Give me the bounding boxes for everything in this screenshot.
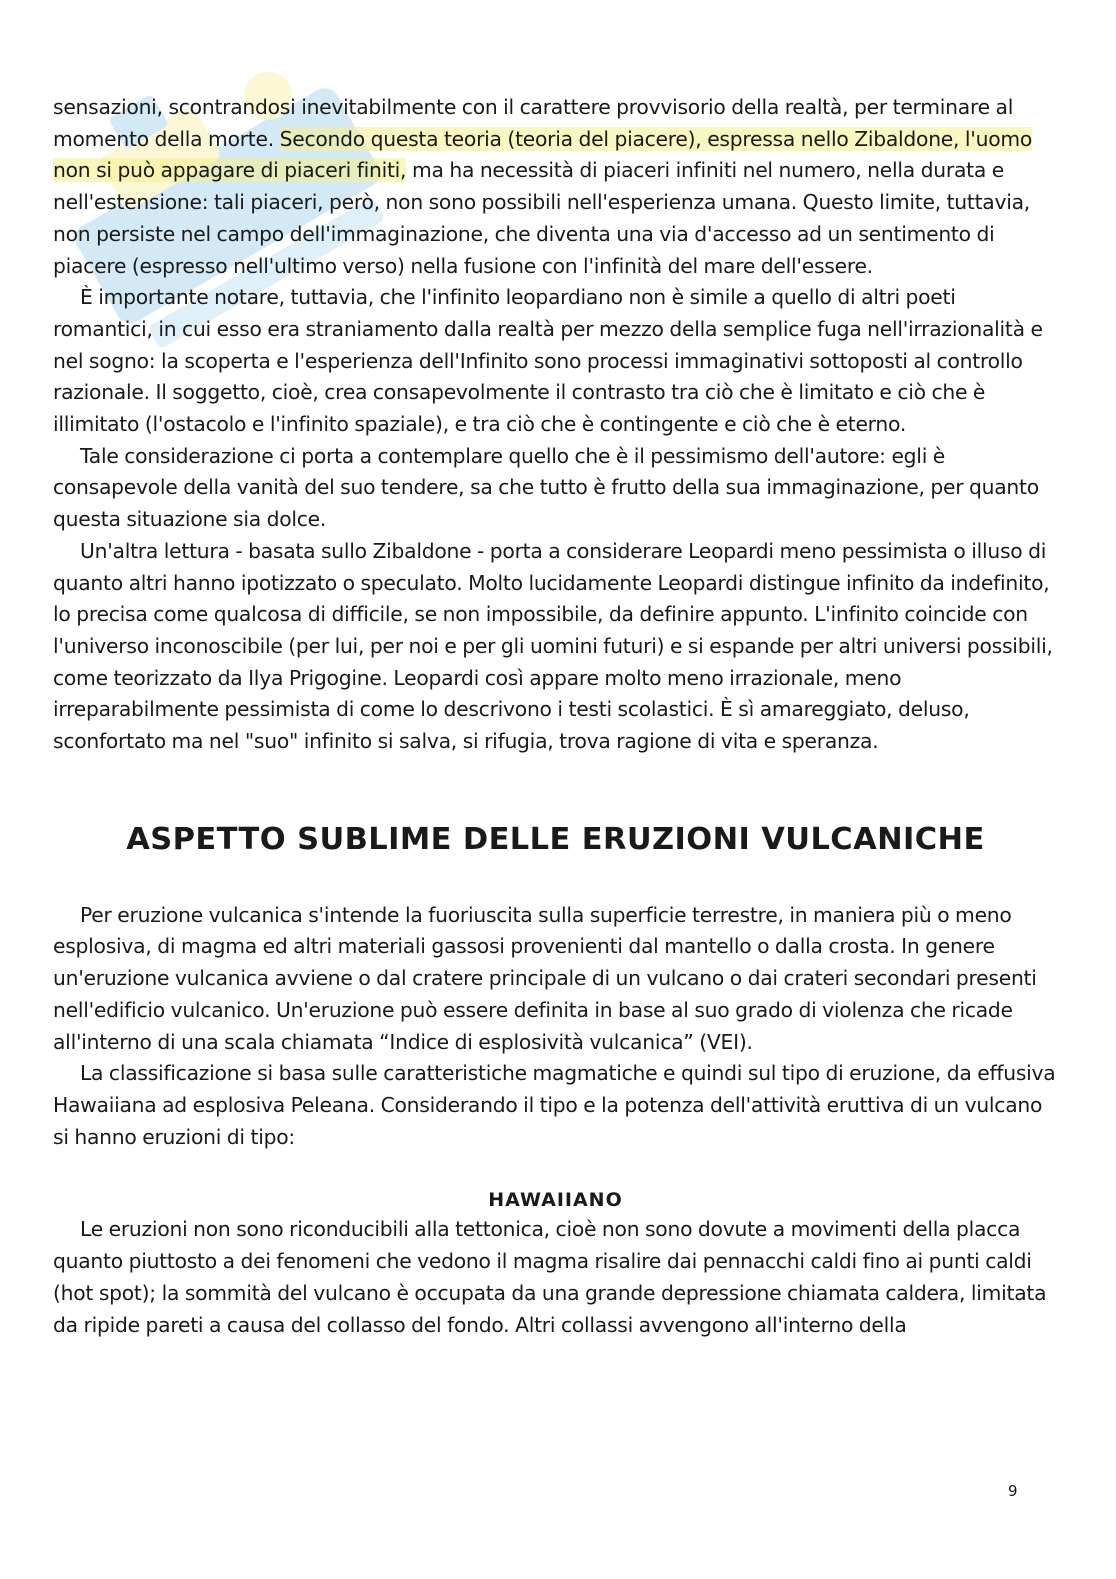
paragraph xyxy=(53,1214,1058,1341)
paragraph-text: Le eruzioni non sono riconducibili alla tettonica, cioè non sono dovute a movimenti della placca quanto piuttosto a dei fenomeni che vedono il magma risalire dai pennacchi caldi fino ai punti caldi (hot spot); la sommità del vulcano è occupata da una grande depressione chiamata caldera, limitata da ripide pareti a causa del collasso del fondo. Altri collassi avvengono all'interno della xyxy=(53,1217,1047,1337)
intro-text-block xyxy=(53,900,1058,1154)
paragraph-text: È importante notare, tuttavia, che l'infinito leopardiano non è simile a quello di altri poeti romantici, in cui esso era straniamento dalla realtà per mezzo della semplice fuga nell'irrazionalità e nel sogno: la scoperta e l'esperienza dell'Infinito sono processi immaginativi sottoposti al controllo razionale. Il soggetto, cioè, crea consapevolmente il contrasto tra ciò che è limitato e ciò che è illimitato (l'ostacolo e l'infinito spaziale), e tra ciò che è contingente e ciò che è eterno. xyxy=(53,285,1043,437)
paragraph-text: ma ha necessità di piaceri infiniti nel numero, nella durata e nell'estensione: tali piaceri, però, non sono possibili nell'esperienza umana. Questo limite, tuttavia, non persiste nel campo dell'immaginazione, che diventa una via d'accesso ad un sentimento di piacere (espresso nell'ultimo verso) nella fusione con l'infinità del mare dell'essere. xyxy=(53,158,1030,278)
paragraph-text: La classificazione si basa sulle caratteristiche magmatiche e quindi sul tipo di eruzione, da effusiva Hawaiiana ad esplosiva Peleana. Considerando il tipo e la potenza dell'attività eruttiva di un vulcano si hanno eruzioni di tipo: xyxy=(53,1061,1056,1149)
paragraph xyxy=(53,1058,1058,1153)
section-title: ASPETTO SUBLIME DELLE ERUZIONI VULCANICHE xyxy=(126,821,985,857)
paragraph xyxy=(53,536,1058,758)
paragraph xyxy=(53,92,1058,282)
paragraph-text: Tale considerazione ci porta a contemplare quello che è il pessimismo dell'autore: egli è consapevole della vanità del suo tendere, sa che tutto è frutto della sua immaginazione, per quanto questa situazione sia dolce. xyxy=(53,443,1039,532)
paragraph-text: sensazioni, scontrandosi inevitabilmente con il carattere provvisorio della realtà, per terminare al momento della morte. xyxy=(53,95,1014,151)
paragraph-text: Per eruzione vulcanica s'intende la fuoriuscita sulla superficie terrestre, in maniera più o meno esplosiva, di magma ed altri materiali gassosi provenienti dal mantello o dalla crosta. In genere un'eruzione vulcanica avviene o dal cratere principale di un vulcano o dai crateri secondari presenti nell'edificio vulcanico. Un'eruzione può essere definita in base al suo grado di violenza che ricade all'interno di una scala chiamata “Indice di esplosività vulcanica” (VEI). xyxy=(53,902,1037,1054)
paragraph-text: Un'altra lettura - basata sullo Zibaldone - porta a considerare Leopardi meno pessimista o illuso di quanto altri hanno ipotizzato o speculato. Molto lucidamente Leopardi distingue infinito da indefinito, lo precisa come qualcosa di difficile, se non impossibile, da definire appunto. L'infinito coincide con l'universo inconoscibile (per lui, per noi e per gli uomini futuri) e si espande per altri universi possibili, come teorizzato da Ilya Prigogine. Leopardi così appare molto meno irrazionale, meno irreparabilmente pessimista di come lo descrivono i testi scolastici. È sì amareggiato, deluso, sconfortato ma nel "suo" infinito si salva, si rifugia, trova ragione di vita e speranza. xyxy=(53,538,1053,754)
hawaiiano-text-block xyxy=(53,1214,1058,1341)
page-number: 9 xyxy=(1008,1482,1018,1500)
paragraph xyxy=(53,441,1058,536)
subheading-hawaiiano: HAWAIIANO xyxy=(488,1189,623,1212)
paragraph xyxy=(53,900,1058,1059)
highlighted-text: Secondo questa teoria (teoria del piacere), espressa nello Zibaldone, l'uomo non si può appagare di piaceri finiti, xyxy=(53,126,1033,183)
top-text-block xyxy=(53,92,1058,758)
paragraph xyxy=(53,282,1058,441)
page-content xyxy=(53,92,1058,1341)
